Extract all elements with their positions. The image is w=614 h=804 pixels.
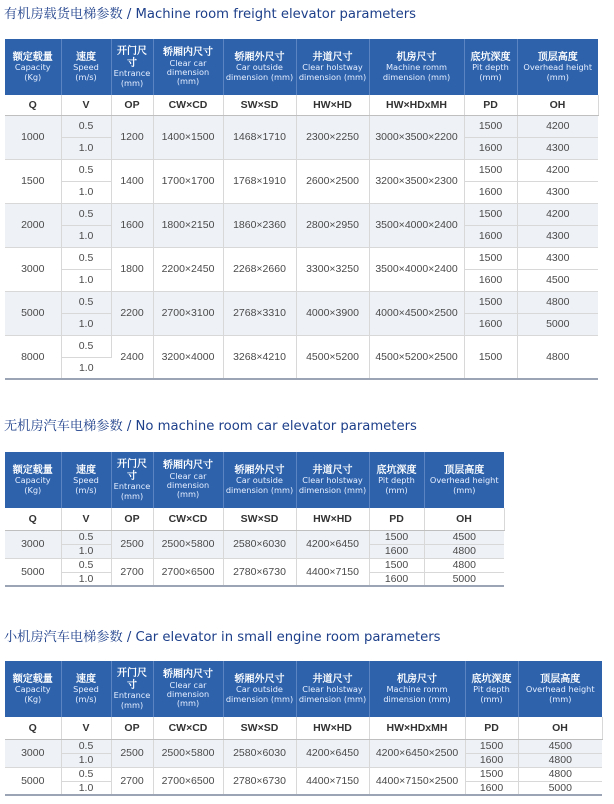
cell-hoistway: 4000×3900 [296, 291, 369, 335]
cell-speed: 1.0 [61, 753, 111, 767]
cell-overhead: 4800 [424, 544, 504, 558]
cell-capacity: 3000 [5, 247, 61, 291]
header-entrance: 开门尺寸 Entrance (mm) [111, 661, 153, 717]
cell-entrance: 2500 [111, 739, 153, 767]
header-clear-car: 轿厢内尺寸 Clear car dimension (mm) [153, 661, 223, 717]
cell-capacity: 5000 [5, 767, 61, 795]
symbol-hwhd: HW×HD [296, 95, 369, 115]
cell-entrance: 2700 [111, 767, 153, 795]
cell-machine-room: 3200×3500×2300 [369, 159, 464, 203]
section-title-machine-room-freight: 有机房载货电梯参数 / Machine room freight elevator parameters [4, 7, 416, 22]
header-speed: 速度 Speed (m/s) [61, 661, 111, 717]
symbol-swsd: SW×SD [223, 508, 296, 530]
cell-car-outside: 2580×6030 [223, 739, 296, 767]
cell-car-outside: 1768×1910 [223, 159, 296, 203]
cell-capacity: 3000 [5, 530, 61, 558]
cell-machine-room: 3500×4000×2400 [369, 247, 464, 291]
cell-overhead: 4200 [517, 203, 598, 225]
symbol-hwhdmh: HW×HDxMH [369, 717, 465, 739]
table-row [5, 247, 598, 269]
cell-overhead: 4800 [517, 291, 598, 313]
cell-hoistway: 2800×2950 [296, 203, 369, 247]
cell-overhead: 4500 [518, 739, 602, 753]
symbol-cwcd: CW×CD [153, 95, 223, 115]
cell-hoistway: 2600×2500 [296, 159, 369, 203]
symbol-swsd: SW×SD [223, 717, 296, 739]
section-title-no-machine-room-car: 无机房汽车电梯参数 / No machine room car elevator parameters [4, 419, 417, 434]
cell-pit-depth: 1500 [464, 159, 517, 181]
header-speed: 速度 Speed (m/s) [61, 39, 111, 95]
header-entrance: 开门尺寸 Entrance (mm) [111, 452, 153, 508]
header-machine-room: 机房尺寸 Machine romm dimension (mm) [369, 39, 464, 95]
cell-speed: 1.0 [61, 313, 111, 335]
symbol-pd: PD [369, 508, 424, 530]
header-capacity: 额定载量 Capacity (Kg) [5, 661, 61, 717]
cell-speed: 0.5 [61, 247, 111, 269]
cell-clear-car: 1700×1700 [153, 159, 223, 203]
header-capacity: 额定载量 Capacity (Kg) [5, 39, 61, 95]
cell-speed: 0.5 [61, 115, 111, 137]
cell-entrance: 2200 [111, 291, 153, 335]
cell-clear-car: 2700×6500 [153, 767, 223, 795]
cell-car-outside: 2580×6030 [223, 530, 296, 558]
cell-pit-depth: 1500 [369, 530, 424, 544]
symbol-hwhdmh: HW×HDxMH [369, 95, 464, 115]
cell-pit-depth: 1600 [464, 225, 517, 247]
cell-pit-depth: 1600 [464, 137, 517, 159]
cell-capacity: 1500 [5, 159, 61, 203]
header-pit-depth: 底坑深度 Pit depth (mm) [464, 39, 517, 95]
cell-overhead: 4300 [517, 247, 598, 269]
cell-entrance: 2500 [111, 530, 153, 558]
cell-overhead: 4800 [517, 335, 598, 379]
cell-clear-car: 3200×4000 [153, 335, 223, 379]
cell-machine-room: 3500×4000×2400 [369, 203, 464, 247]
cell-speed: 1.0 [61, 357, 111, 379]
table-row [5, 115, 598, 137]
symbol-hwhd: HW×HD [296, 508, 369, 530]
cell-entrance: 1600 [111, 203, 153, 247]
table-row [5, 558, 504, 572]
cell-hoistway: 3300×3250 [296, 247, 369, 291]
symbol-swsd: SW×SD [223, 95, 296, 115]
cell-car-outside: 1860×2360 [223, 203, 296, 247]
cell-pit-depth: 1600 [465, 781, 518, 795]
cell-car-outside: 1468×1710 [223, 115, 296, 159]
symbol-row [5, 95, 598, 115]
symbol-hwhd: HW×HD [296, 717, 369, 739]
cell-pit-depth: 1600 [464, 269, 517, 291]
header-clear-car: 轿厢内尺寸 Clear car dimension (mm) [153, 39, 223, 95]
cell-machine-room: 4500×5200×2500 [369, 335, 464, 379]
cell-speed: 1.0 [61, 781, 111, 795]
cell-pit-depth: 1500 [464, 203, 517, 225]
cell-speed: 1.0 [61, 269, 111, 291]
table-header-row [5, 661, 602, 717]
symbol-row [5, 717, 602, 739]
header-car-outside: 轿厢外尺寸 Car outside dimension (mm) [223, 39, 296, 95]
symbol-q: Q [5, 508, 61, 530]
cell-overhead: 4500 [424, 530, 504, 544]
table-row [5, 739, 602, 753]
header-pit-depth: 底坑深度 Pit depth (mm) [369, 452, 424, 508]
cell-clear-car: 2200×2450 [153, 247, 223, 291]
cell-overhead: 4500 [517, 269, 598, 291]
cell-capacity: 1000 [5, 115, 61, 159]
cell-pit-depth: 1600 [369, 572, 424, 586]
table-row [5, 203, 598, 225]
cell-overhead: 5000 [424, 572, 504, 586]
symbol-pd: PD [465, 717, 518, 739]
symbol-q: Q [5, 95, 61, 115]
cell-machine-room: 4000×4500×2500 [369, 291, 464, 335]
cell-pit-depth: 1500 [465, 739, 518, 753]
cell-speed: 1.0 [61, 572, 111, 586]
symbol-cwcd: CW×CD [153, 717, 223, 739]
cell-pit-depth: 1500 [464, 335, 517, 379]
header-car-outside: 轿厢外尺寸 Car outside dimension (mm) [223, 661, 296, 717]
cell-capacity: 5000 [5, 558, 61, 586]
cell-overhead: 4800 [424, 558, 504, 572]
cell-clear-car: 2500×5800 [153, 530, 223, 558]
table-header-row [5, 452, 504, 508]
table-machine-room-freight [5, 39, 599, 380]
cell-capacity: 8000 [5, 335, 61, 379]
header-clear-car: 轿厢内尺寸 Clear car dimension (mm) [153, 452, 223, 508]
table-header-row [5, 39, 598, 95]
cell-overhead: 5000 [517, 313, 598, 335]
cell-speed: 0.5 [61, 739, 111, 753]
cell-overhead: 4800 [518, 753, 602, 767]
cell-clear-car: 2700×6500 [153, 558, 223, 586]
cell-hoistway: 2300×2250 [296, 115, 369, 159]
cell-entrance: 2400 [111, 335, 153, 379]
cell-car-outside: 2780×6730 [223, 558, 296, 586]
symbol-oh: OH [518, 717, 602, 739]
cell-speed: 1.0 [61, 225, 111, 247]
cell-pit-depth: 1600 [465, 753, 518, 767]
cell-pit-depth: 1500 [369, 558, 424, 572]
cell-clear-car: 1800×2150 [153, 203, 223, 247]
cell-hoistway: 4500×5200 [296, 335, 369, 379]
cell-pit-depth: 1500 [465, 767, 518, 781]
cell-car-outside: 2268×2660 [223, 247, 296, 291]
cell-hoistway: 4200×6450 [296, 739, 369, 767]
cell-overhead: 4200 [517, 115, 598, 137]
cell-car-outside: 2768×3310 [223, 291, 296, 335]
cell-clear-car: 1400×1500 [153, 115, 223, 159]
cell-overhead: 4200 [517, 159, 598, 181]
symbol-row [5, 508, 504, 530]
header-speed: 速度 Speed (m/s) [61, 452, 111, 508]
symbol-v: V [61, 508, 111, 530]
header-hoistway: 井道尺寸 Clear holstway dimension (mm) [296, 39, 369, 95]
table-small-engine-room-car [5, 661, 603, 796]
cell-entrance: 1200 [111, 115, 153, 159]
cell-speed: 0.5 [61, 291, 111, 313]
cell-pit-depth: 1500 [464, 291, 517, 313]
cell-pit-depth: 1500 [464, 115, 517, 137]
cell-overhead: 4300 [517, 137, 598, 159]
cell-overhead: 5000 [518, 781, 602, 795]
cell-speed: 0.5 [61, 335, 111, 357]
table-row [5, 159, 598, 181]
symbol-op: OP [111, 717, 153, 739]
cell-clear-car: 2700×3100 [153, 291, 223, 335]
cell-pit-depth: 1600 [464, 313, 517, 335]
cell-machine-room: 4400×7150×2500 [369, 767, 465, 795]
cell-pit-depth: 1600 [464, 181, 517, 203]
cell-speed: 0.5 [61, 530, 111, 544]
header-overhead: 顶层高度 Overhead height (mm) [424, 452, 504, 508]
cell-hoistway: 4400×7150 [296, 767, 369, 795]
cell-speed: 1.0 [61, 544, 111, 558]
cell-overhead: 4800 [518, 767, 602, 781]
cell-pit-depth: 1500 [464, 247, 517, 269]
table-row [5, 530, 504, 544]
header-overhead: 顶层高度 Overhead height (mm) [518, 661, 602, 717]
symbol-pd: PD [464, 95, 517, 115]
symbol-cwcd: CW×CD [153, 508, 223, 530]
cell-clear-car: 2500×5800 [153, 739, 223, 767]
cell-machine-room: 4200×6450×2500 [369, 739, 465, 767]
cell-speed: 1.0 [61, 137, 111, 159]
header-machine-room: 机房尺寸 Machine romm dimension (mm) [369, 661, 465, 717]
cell-speed: 0.5 [61, 159, 111, 181]
cell-speed: 0.5 [61, 767, 111, 781]
section-title-small-engine-room-car: 小机房汽车电梯参数 / Car elevator in small engine room parameters [4, 630, 441, 645]
header-hoistway: 井道尺寸 Clear holstway dimension (mm) [296, 452, 369, 508]
symbol-v: V [61, 717, 111, 739]
symbol-op: OP [111, 508, 153, 530]
cell-overhead: 4300 [517, 225, 598, 247]
cell-car-outside: 2780×6730 [223, 767, 296, 795]
cell-entrance: 2700 [111, 558, 153, 586]
cell-speed: 1.0 [61, 181, 111, 203]
symbol-oh: OH [424, 508, 504, 530]
cell-hoistway: 4200×6450 [296, 530, 369, 558]
cell-hoistway: 4400×7150 [296, 558, 369, 586]
table-row [5, 335, 598, 357]
header-capacity: 额定载量 Capacity (Kg) [5, 452, 61, 508]
header-overhead: 顶层高度 Overhead height (mm) [517, 39, 598, 95]
cell-entrance: 1400 [111, 159, 153, 203]
symbol-op: OP [111, 95, 153, 115]
header-hoistway: 井道尺寸 Clear holstway dimension (mm) [296, 661, 369, 717]
header-car-outside: 轿厢外尺寸 Car outside dimension (mm) [223, 452, 296, 508]
symbol-q: Q [5, 717, 61, 739]
table-row [5, 767, 602, 781]
cell-overhead: 4300 [517, 181, 598, 203]
cell-machine-room: 3000×3500×2200 [369, 115, 464, 159]
cell-car-outside: 3268×4210 [223, 335, 296, 379]
cell-speed: 0.5 [61, 203, 111, 225]
cell-entrance: 1800 [111, 247, 153, 291]
header-pit-depth: 底坑深度 Pit depth (mm) [465, 661, 518, 717]
cell-speed: 0.5 [61, 558, 111, 572]
cell-capacity: 5000 [5, 291, 61, 335]
header-entrance: 开门尺寸 Entrance (mm) [111, 39, 153, 95]
symbol-v: V [61, 95, 111, 115]
cell-capacity: 2000 [5, 203, 61, 247]
cell-pit-depth: 1600 [369, 544, 424, 558]
symbol-oh: OH [517, 95, 598, 115]
cell-capacity: 3000 [5, 739, 61, 767]
table-no-machine-room-car [5, 452, 505, 587]
table-row [5, 291, 598, 313]
